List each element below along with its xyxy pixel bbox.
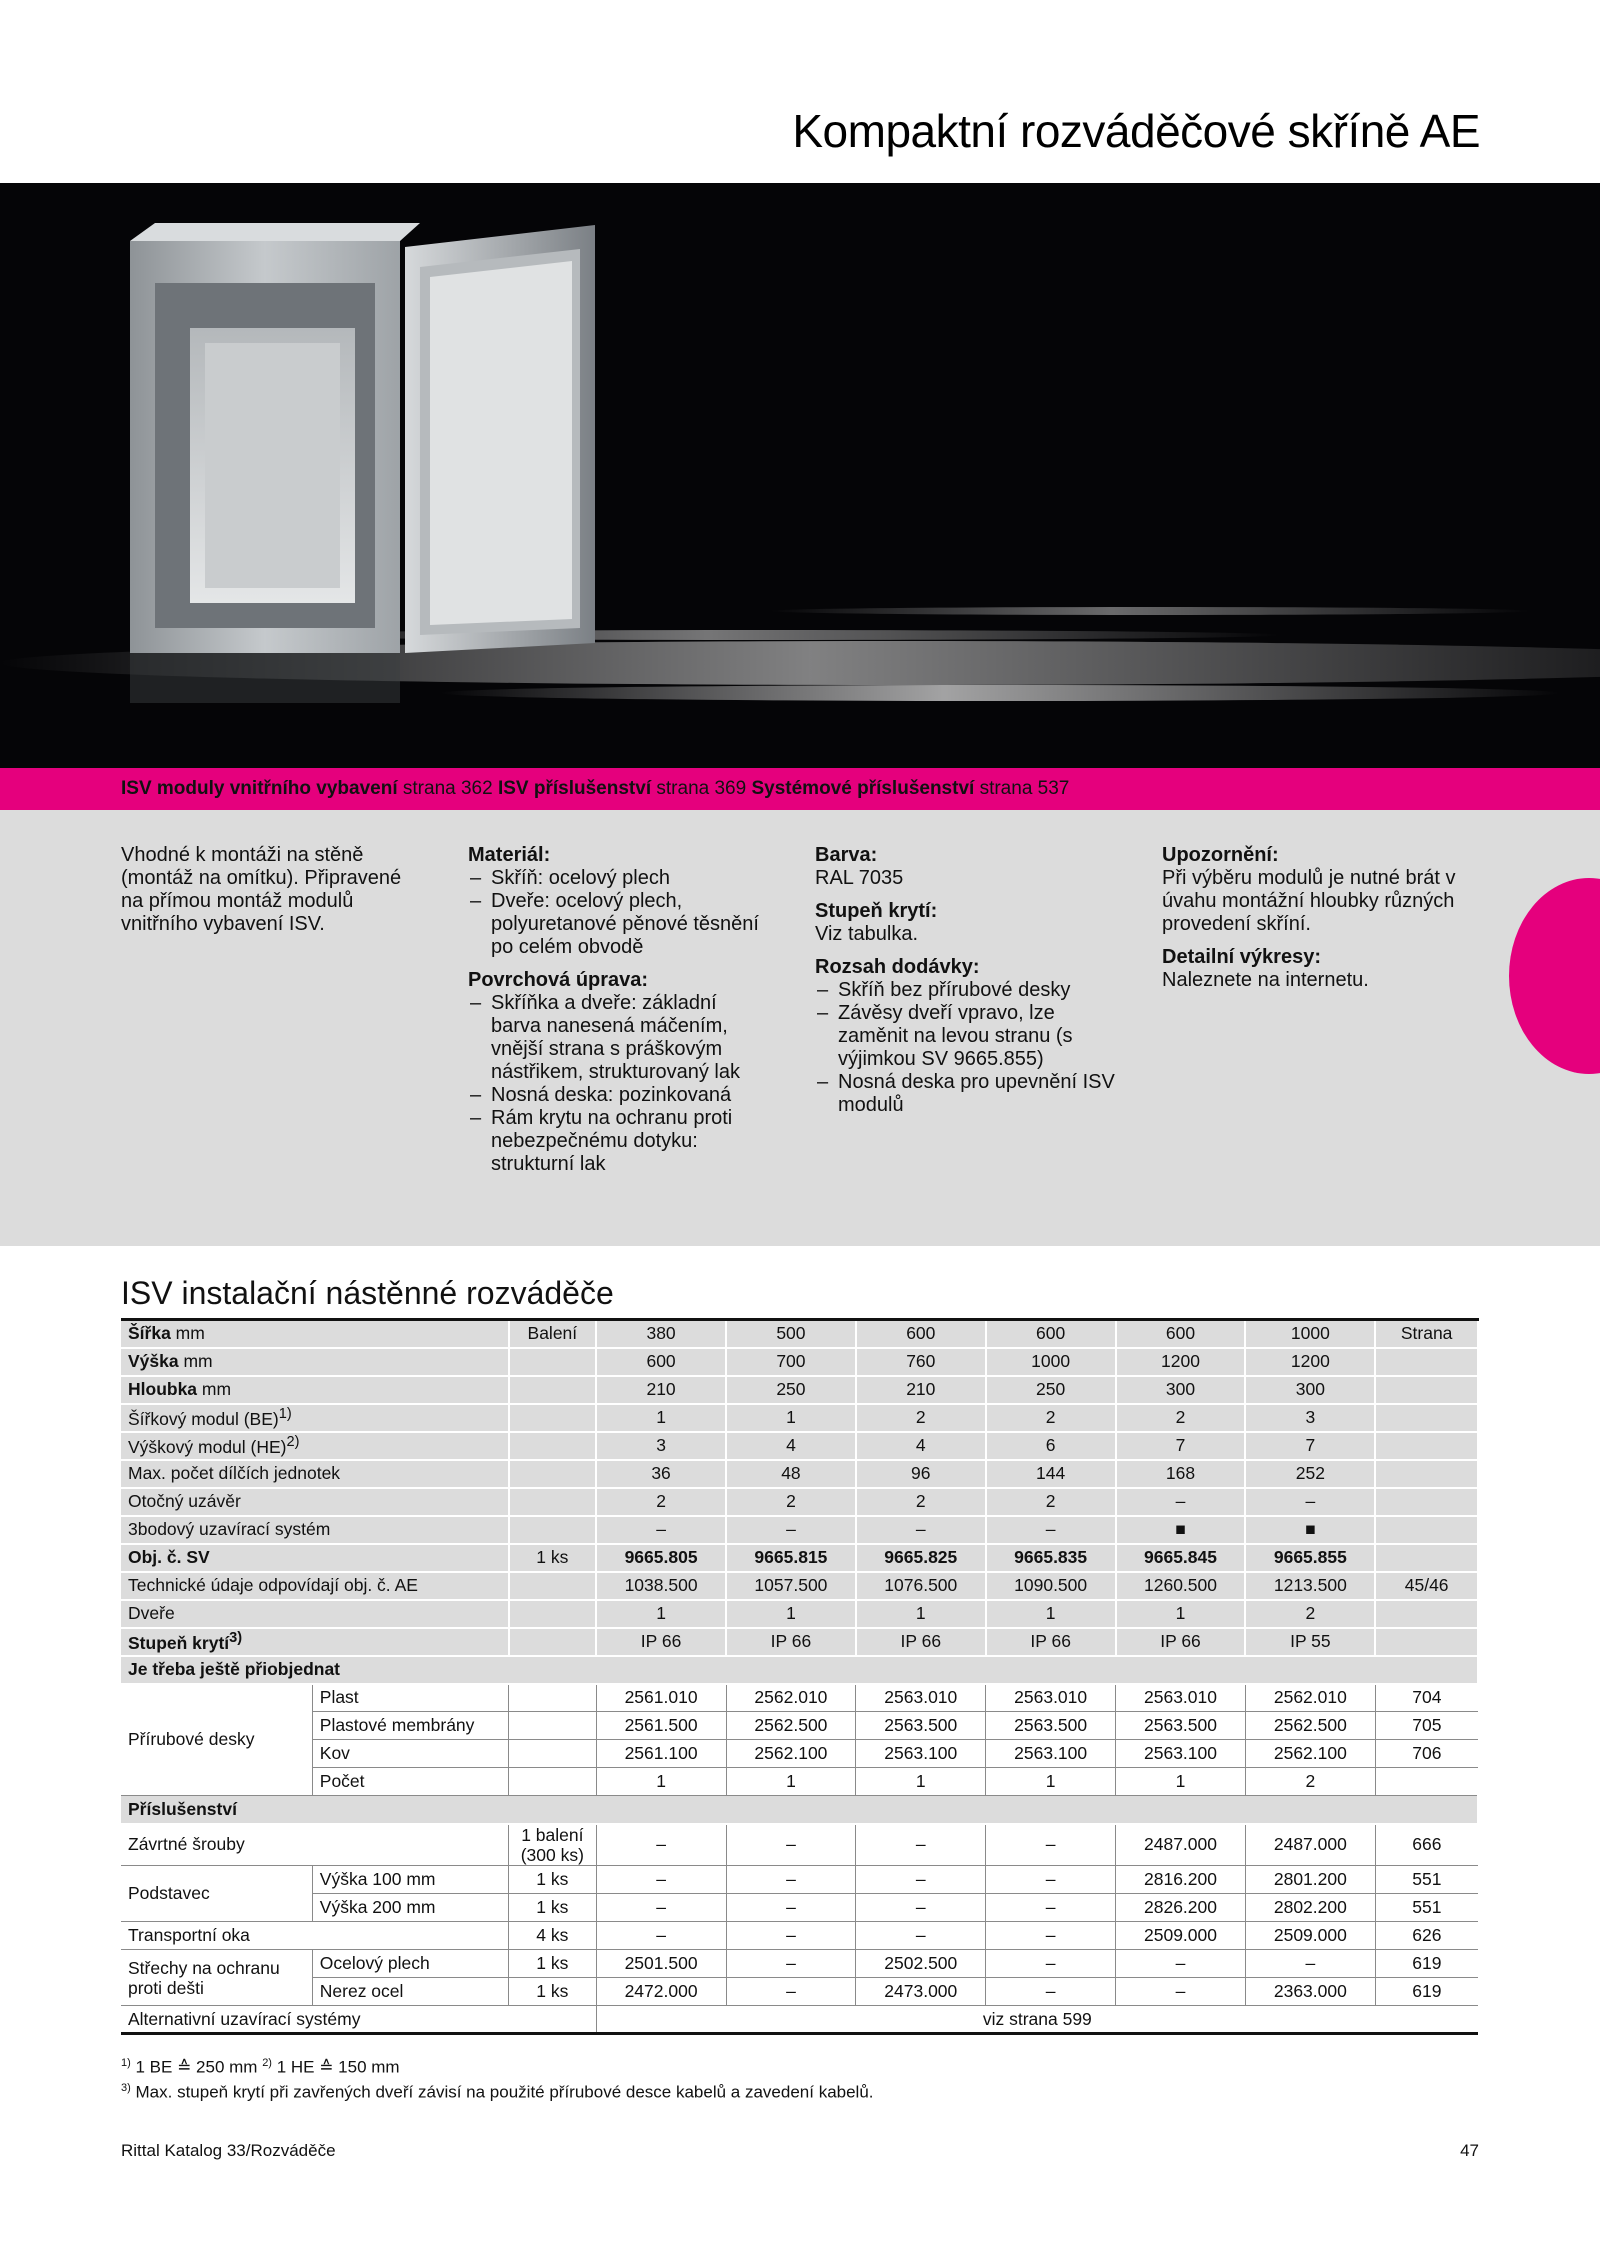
row-label: 3bodový uzavírací systém: [121, 1516, 509, 1544]
cell: 1: [596, 1600, 726, 1628]
row-label: Závrtné šrouby: [121, 1824, 312, 1866]
row-sublabel: Ocelový plech: [312, 1950, 508, 1978]
cell: IP 55: [1245, 1628, 1375, 1656]
cell: 1076.500: [856, 1572, 986, 1600]
table-section-accessories: [121, 1796, 1478, 1824]
info-intro: [121, 844, 421, 936]
cell: –: [726, 1516, 856, 1544]
cell: 1 ks: [509, 1544, 597, 1572]
cell: 1057.500: [726, 1572, 856, 1600]
row-label: Výška mm: [121, 1348, 509, 1376]
info-color-col: [815, 844, 1115, 1117]
cell: –: [986, 1866, 1116, 1894]
cell: –: [596, 1894, 726, 1922]
cell: –: [1116, 1978, 1246, 2006]
link-system-accessories[interactable]: Systémové příslušenství: [751, 778, 975, 799]
cell: [509, 1684, 597, 1712]
cell: 2561.010: [596, 1684, 726, 1712]
cell: 250: [726, 1376, 856, 1404]
link-isv-accessories[interactable]: ISV příslušenství: [497, 778, 652, 799]
table-row-units: [121, 1460, 1478, 1488]
cell: –: [726, 1866, 856, 1894]
cell: [1375, 1488, 1478, 1516]
cell: –: [986, 1824, 1116, 1866]
cross-reference-bar: [0, 768, 1600, 810]
cell: 2802.200: [1245, 1894, 1375, 1922]
row-label: Otočný uzávěr: [121, 1488, 509, 1516]
cell: 1260.500: [1116, 1572, 1246, 1600]
cell: –: [596, 1922, 726, 1950]
cell: IP 66: [856, 1628, 986, 1656]
cell: 1: [726, 1600, 856, 1628]
model-number[interactable]: 9665.805: [596, 1544, 726, 1572]
model-number[interactable]: 9665.835: [986, 1544, 1116, 1572]
cell: 2363.000: [1245, 1978, 1375, 2006]
cell: 300: [1245, 1376, 1375, 1404]
cell: –: [596, 1516, 726, 1544]
table-row-alt-locking: [121, 2006, 1478, 2034]
cell: 7: [1116, 1432, 1246, 1460]
cell: 4 ks: [509, 1922, 597, 1950]
model-number[interactable]: 9665.855: [1245, 1544, 1375, 1572]
page-ref[interactable]: 619: [1375, 1978, 1478, 2006]
protection-heading: Stupeň krytí:: [815, 900, 938, 922]
table-row-he: [121, 1432, 1478, 1460]
table-row-model-number: [121, 1544, 1478, 1572]
section-heading: Příslušenství: [121, 1796, 1478, 1824]
drawings-heading: Detailní výkresy:: [1162, 946, 1321, 968]
cell: 2: [1245, 1768, 1375, 1796]
link-isv-accessories-page[interactable]: strana 369: [656, 778, 747, 799]
enclosure-photo: [0, 183, 1600, 768]
cell: 1: [596, 1768, 726, 1796]
cell: [509, 1516, 597, 1544]
cell: 2563.100: [1116, 1740, 1246, 1768]
cell: 1: [856, 1768, 986, 1796]
table-row-doors: [121, 1600, 1478, 1628]
cell: 250: [986, 1376, 1116, 1404]
material-heading: Materiál:: [468, 844, 551, 866]
cell: –: [1245, 1488, 1375, 1516]
cell: 2562.010: [1245, 1684, 1375, 1712]
table-row-roof: [121, 1978, 1478, 2006]
row-sublabel: Plast: [312, 1684, 508, 1712]
row-label: Dveře: [121, 1600, 509, 1628]
page-ref[interactable]: 45/46: [1375, 1572, 1478, 1600]
row-label: Max. počet dílčích jednotek: [121, 1460, 509, 1488]
cell: –: [856, 1866, 986, 1894]
cell: 2562.010: [726, 1684, 856, 1712]
cell: 700: [726, 1348, 856, 1376]
row-sublabel: Kov: [312, 1740, 508, 1768]
cell: [509, 1404, 597, 1432]
cell: 2562.500: [726, 1712, 856, 1740]
cell: [509, 1432, 597, 1460]
page-ref[interactable]: 551: [1375, 1894, 1478, 1922]
row-label: Šířka mm: [121, 1320, 509, 1348]
cell: 2: [726, 1488, 856, 1516]
cell: 1 ks: [509, 1894, 597, 1922]
cell: 252: [1245, 1460, 1375, 1488]
table-row-lock: [121, 1488, 1478, 1516]
footer-catalog: Rittal Katalog 33/Rozváděče: [121, 2141, 336, 2160]
page-title: Kompaktní rozváděčové skříně AE: [792, 105, 1480, 157]
row-label: Přírubové desky: [121, 1684, 312, 1796]
cell: [1375, 1404, 1478, 1432]
cell: 1: [1116, 1768, 1246, 1796]
cell: [509, 1628, 597, 1656]
table-row-plinth: [121, 1866, 1478, 1894]
table-row-flange: [121, 1684, 1478, 1712]
table-row-ip: [121, 1628, 1478, 1656]
cell: [509, 1768, 597, 1796]
cell: 1 ks: [509, 1950, 597, 1978]
scope-item: – Nosná deska pro upevnění ISV modulů: [815, 1071, 1115, 1117]
cell: –: [596, 1824, 726, 1866]
surface-item: – Skříňka a dveře: základní barva nanesená máčením, vnější strana s práškovým nástřikem, strukturovaný lak: [468, 992, 768, 1084]
cell: 2826.200: [1116, 1894, 1246, 1922]
cell: 1 balení (300 ks): [509, 1824, 597, 1866]
cell: –: [986, 1950, 1116, 1978]
cell: –: [856, 1516, 986, 1544]
cell: 1: [1116, 1600, 1246, 1628]
info-notice-col: [1162, 844, 1472, 992]
cell: 1000: [986, 1348, 1116, 1376]
table-title: ISV instalační nástěnné rozváděče: [121, 1275, 614, 1311]
page-header: Strana: [1375, 1320, 1478, 1348]
surface-item: – Nosná deska: pozinkovaná: [468, 1084, 768, 1107]
cell: 2563.100: [856, 1740, 986, 1768]
cell: 1200: [1245, 1348, 1375, 1376]
cell: 3: [1245, 1404, 1375, 1432]
cell: 2563.010: [986, 1684, 1116, 1712]
scope-list: [815, 979, 1115, 1117]
info-material-col: [468, 844, 768, 1176]
cell: [1375, 1628, 1478, 1656]
cell: 2801.200: [1245, 1866, 1375, 1894]
page-ref[interactable]: 551: [1375, 1866, 1478, 1894]
cell: 1 ks: [509, 1866, 597, 1894]
cell: [312, 1922, 508, 1950]
scope-item: – Závěsy dveří vpravo, lze zaměnit na levou stranu (s výjimkou SV 9665.855): [815, 1002, 1115, 1071]
row-label: Šířkový modul (BE)$^{1)}$: [121, 1404, 509, 1432]
cell: 1200: [1116, 1348, 1246, 1376]
cell: 4: [726, 1432, 856, 1460]
color-heading: Barva:: [815, 844, 878, 866]
cell: 380: [596, 1320, 726, 1348]
page-ref[interactable]: 705: [1375, 1712, 1478, 1740]
footnote-3: $^{3)}$ Max. stupeň krytí při zavřených dveří závisí na použité přírubové desce kabelů a zavedení kabelů.: [121, 2081, 874, 2102]
cell: 2: [986, 1404, 1116, 1432]
page-ref[interactable]: 619: [1375, 1950, 1478, 1978]
cell: 1: [856, 1600, 986, 1628]
table-row-3point: [121, 1516, 1478, 1544]
surface-item: – Rám krytu na ochranu proti nebezpečnému dotyku: strukturní lak: [468, 1107, 768, 1176]
cell: 144: [986, 1460, 1116, 1488]
cell: 600: [856, 1320, 986, 1348]
row-sublabel: Nerez ocel: [312, 1978, 508, 2006]
cell: [1375, 1544, 1478, 1572]
cell: 1: [596, 1404, 726, 1432]
cell: [509, 1572, 597, 1600]
cell: IP 66: [986, 1628, 1116, 1656]
table-row-plinth: [121, 1894, 1478, 1922]
cell: 2562.500: [1245, 1712, 1375, 1740]
hero-image: [0, 183, 1600, 768]
cell: –: [856, 1922, 986, 1950]
table-row-screws: [121, 1824, 1478, 1866]
row-label: Střechy na ochranu proti dešti: [121, 1950, 312, 2006]
cell: –: [1245, 1950, 1375, 1978]
cell: 2509.000: [1245, 1922, 1375, 1950]
cell: –: [986, 1516, 1116, 1544]
cell: 2501.500: [596, 1950, 726, 1978]
model-number[interactable]: 9665.845: [1116, 1544, 1246, 1572]
cell: –: [726, 1894, 856, 1922]
table-row-tech: [121, 1572, 1478, 1600]
cell: [509, 1712, 597, 1740]
cell: [312, 1824, 508, 1866]
cell: 2563.500: [1116, 1712, 1246, 1740]
cell: 2563.500: [986, 1712, 1116, 1740]
row-label: Transportní oka: [121, 1922, 312, 1950]
cell: [509, 1348, 597, 1376]
material-item: – Skříň: ocelový plech: [468, 867, 768, 890]
row-label: Alternativní uzavírací systémy: [121, 2006, 596, 2034]
table-row-be: [121, 1404, 1478, 1432]
model-number[interactable]: 9665.815: [726, 1544, 856, 1572]
cell: 2563.500: [856, 1712, 986, 1740]
cell: 2: [596, 1488, 726, 1516]
material-item: – Dveře: ocelový plech, polyuretanové pěnové těsnění po celém obvodě: [468, 890, 768, 959]
cell: 2502.500: [856, 1950, 986, 1978]
cell: 600: [986, 1320, 1116, 1348]
cell: 96: [856, 1460, 986, 1488]
cell: [1375, 1432, 1478, 1460]
cell: 2562.100: [726, 1740, 856, 1768]
cell: 1: [986, 1768, 1116, 1796]
cell: 2563.010: [856, 1684, 986, 1712]
table-row-roof: [121, 1950, 1478, 1978]
page-ref: [1375, 1768, 1478, 1796]
notice-heading: Upozornění:: [1162, 844, 1279, 866]
scope-heading: Rozsah dodávky:: [815, 956, 980, 978]
protection-value: Viz tabulka.: [815, 923, 919, 945]
pack-header: Balení: [509, 1320, 597, 1348]
table-row-flange: [121, 1740, 1478, 1768]
footnote-1-2: $^{1)}$ 1 BE ≙ 250 mm $^{2)}$ 1 HE ≙ 150 mm: [121, 2057, 400, 2077]
cell: ■: [1245, 1516, 1375, 1544]
cell: 1213.500: [1245, 1572, 1375, 1600]
cell: 7: [1245, 1432, 1375, 1460]
row-label: Obj. č. SV: [121, 1544, 509, 1572]
link-system-accessories-page[interactable]: strana 537: [979, 778, 1070, 799]
cell: 1038.500: [596, 1572, 726, 1600]
cell: –: [986, 1922, 1116, 1950]
cell: [1375, 1600, 1478, 1628]
cell: [509, 1376, 597, 1404]
cell: 2: [1116, 1404, 1246, 1432]
cell: 1090.500: [986, 1572, 1116, 1600]
material-list: [468, 867, 768, 959]
cell: 2563.100: [986, 1740, 1116, 1768]
cell: [1375, 1516, 1478, 1544]
row-label: Hloubka mm: [121, 1376, 509, 1404]
cell: 2509.000: [1116, 1922, 1246, 1950]
row-label: Podstavec: [121, 1866, 312, 1922]
cell: 2: [986, 1488, 1116, 1516]
table-row-flange: [121, 1712, 1478, 1740]
cell: 1: [986, 1600, 1116, 1628]
page-ref[interactable]: 706: [1375, 1740, 1478, 1768]
intro-text: Vhodné k montáži na stěně (montáž na omítku). Připravené na přímou montáž modulů vnitřního vybavení ISV.: [121, 844, 402, 935]
cell: 210: [856, 1376, 986, 1404]
cell: 1000: [1245, 1320, 1375, 1348]
cell: 2472.000: [596, 1978, 726, 2006]
cell: 600: [1116, 1320, 1246, 1348]
table-row-height: [121, 1348, 1478, 1376]
table-row-eyebolt: [121, 1922, 1478, 1950]
cell: [509, 1600, 597, 1628]
cell: [1375, 1460, 1478, 1488]
cell: 2: [856, 1488, 986, 1516]
cell: –: [986, 1894, 1116, 1922]
page-ref[interactable]: 626: [1375, 1922, 1478, 1950]
cell: ■: [1116, 1516, 1246, 1544]
row-label: Technické údaje odpovídají obj. č. AE: [121, 1572, 509, 1600]
cell: 2816.200: [1116, 1866, 1246, 1894]
cell: 3: [596, 1432, 726, 1460]
page-number: 47: [1460, 2141, 1479, 2160]
cell: –: [1116, 1488, 1246, 1516]
cell: 2563.010: [1116, 1684, 1246, 1712]
cell: 48: [726, 1460, 856, 1488]
cell: [1375, 1348, 1478, 1376]
row-sublabel: Počet: [312, 1768, 508, 1796]
table-row-width: [121, 1320, 1478, 1348]
cell: –: [726, 1922, 856, 1950]
table-row-flange: [121, 1768, 1478, 1796]
cell: 1 ks: [509, 1978, 597, 2006]
surface-heading: Povrchová úprava:: [468, 969, 649, 991]
cell: 2: [1245, 1600, 1375, 1628]
cell: 2561.500: [596, 1712, 726, 1740]
cell: 168: [1116, 1460, 1246, 1488]
cell: IP 66: [1116, 1628, 1246, 1656]
link-isv-modules-page[interactable]: strana 362: [402, 778, 493, 799]
cell: –: [856, 1824, 986, 1866]
cell: –: [986, 1978, 1116, 2006]
cell: [509, 1488, 597, 1516]
cell: 2487.000: [1245, 1824, 1375, 1866]
page-ref[interactable]: 704: [1375, 1684, 1478, 1712]
info-panel: [0, 810, 1600, 1246]
section-heading: Je třeba ještě přiobjednat: [121, 1656, 1478, 1684]
row-label: Stupeň krytí$^{3)}$: [121, 1628, 509, 1656]
cell: 2473.000: [856, 1978, 986, 2006]
model-number[interactable]: 9665.825: [856, 1544, 986, 1572]
page-ref[interactable]: 666: [1375, 1824, 1478, 1866]
cell: IP 66: [726, 1628, 856, 1656]
cell: 36: [596, 1460, 726, 1488]
cell: 210: [596, 1376, 726, 1404]
color-value: RAL 7035: [815, 867, 904, 889]
cell: [1375, 1376, 1478, 1404]
cell: –: [726, 1824, 856, 1866]
footnotes: [121, 2053, 874, 2102]
cell: 2487.000: [1116, 1824, 1246, 1866]
cell: 2562.100: [1245, 1740, 1375, 1768]
cell: [509, 1460, 597, 1488]
cell: –: [856, 1894, 986, 1922]
notice-text: Při výběru modulů je nutné brát v úvahu montážní hloubky různých provedení skříní.: [1162, 867, 1456, 935]
cell: 1: [726, 1768, 856, 1796]
spec-table: [121, 1318, 1479, 2035]
cell: 600: [596, 1348, 726, 1376]
row-sublabel: Plastové membrány: [312, 1712, 508, 1740]
page-ref[interactable]: viz strana 599: [596, 2006, 1478, 2034]
cell: 2: [856, 1404, 986, 1432]
scope-item: – Skříň bez přírubové desky: [815, 979, 1115, 1002]
table-section-order: [121, 1656, 1478, 1684]
cell: –: [726, 1950, 856, 1978]
cell: 760: [856, 1348, 986, 1376]
row-sublabel: Výška 100 mm: [312, 1866, 508, 1894]
cell: 500: [726, 1320, 856, 1348]
cell: –: [726, 1978, 856, 2006]
cell: IP 66: [596, 1628, 726, 1656]
cell: 1: [726, 1404, 856, 1432]
row-label: Výškový modul (HE)$^{2)}$: [121, 1432, 509, 1460]
link-isv-modules[interactable]: ISV moduly vnitřního vybavení: [121, 778, 398, 799]
surface-list: [468, 992, 768, 1176]
cell: 2561.100: [596, 1740, 726, 1768]
cell: –: [1116, 1950, 1246, 1978]
table-row-depth: [121, 1376, 1478, 1404]
row-sublabel: Výška 200 mm: [312, 1894, 508, 1922]
cell: 6: [986, 1432, 1116, 1460]
cell: –: [596, 1866, 726, 1894]
cell: 300: [1116, 1376, 1246, 1404]
cell: [509, 1740, 597, 1768]
cell: 4: [856, 1432, 986, 1460]
drawings-text[interactable]: Naleznete na internetu.: [1162, 969, 1369, 991]
